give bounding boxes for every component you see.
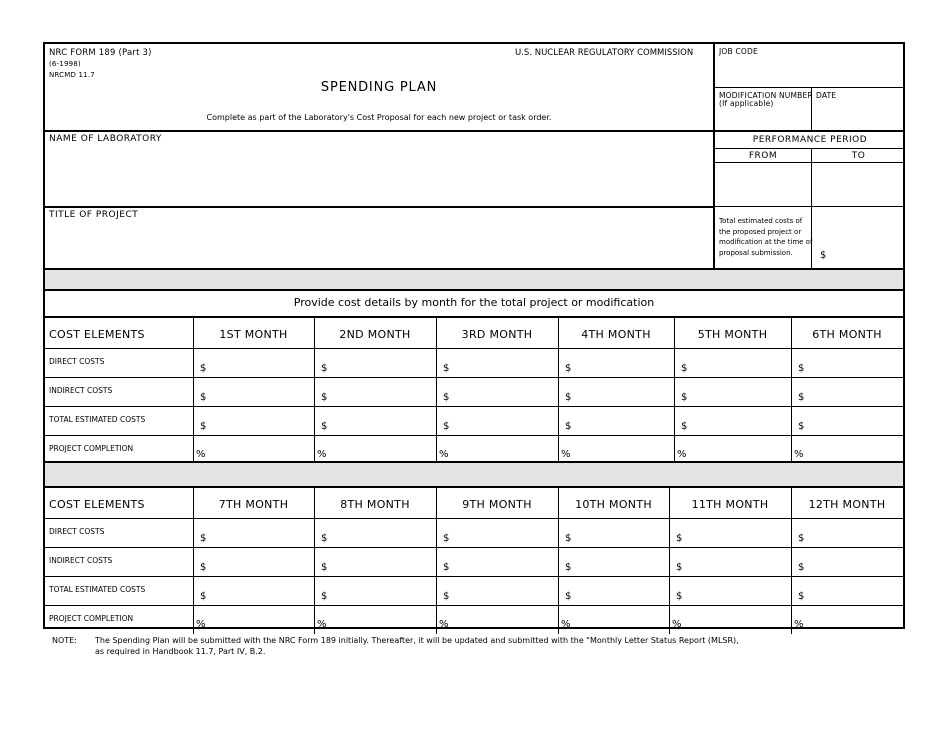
note-line-1: The Spending Plan will be submitted with the NRC Form 189 initially. Thereafter, it will be updated and submitted with the "Monthly Letter Status Report (MLSR),: [95, 636, 739, 645]
cost-input[interactable]: [805, 520, 899, 545]
spending-plan-form: [43, 42, 905, 629]
percent-sign: %: [317, 449, 327, 460]
cost-input[interactable]: [805, 549, 899, 574]
completion-input[interactable]: [328, 607, 432, 632]
table-column-rule: [791, 318, 792, 464]
cost-input[interactable]: [328, 549, 432, 574]
cost-input[interactable]: [207, 350, 310, 375]
dollar-sign: $: [200, 392, 207, 403]
section-rule: [45, 206, 713, 208]
section-rule: [45, 130, 903, 132]
table-column-rule: [558, 318, 559, 464]
dollar-sign: $: [443, 392, 450, 403]
percent-sign: %: [794, 619, 804, 630]
cost-input[interactable]: [207, 549, 310, 574]
dollar-sign: $: [443, 562, 450, 573]
percent-sign: %: [439, 619, 449, 630]
row-label: TOTAL ESTIMATED COSTS: [49, 585, 146, 594]
row-label: INDIRECT COSTS: [49, 386, 113, 395]
panel-rule: [715, 206, 905, 207]
job-code-field[interactable]: [715, 56, 905, 86]
cost-input[interactable]: [450, 549, 554, 574]
cost-input[interactable]: [328, 350, 432, 375]
table-column-rule: [314, 318, 315, 464]
month-header: 5TH MONTH: [697, 328, 768, 341]
percent-sign: %: [317, 619, 327, 630]
table-rule: [45, 377, 903, 378]
month-header: 8TH MONTH: [340, 498, 410, 511]
cost-input[interactable]: [805, 408, 899, 433]
row-label: PROJECT COMPLETION: [49, 444, 134, 453]
percent-sign: %: [561, 619, 571, 630]
completion-input[interactable]: [688, 437, 787, 462]
dollar-sign: $: [200, 562, 207, 573]
performance-period-label: PERFORMANCE PERIOD: [752, 135, 868, 145]
if-applicable-label: (If applicable): [719, 99, 774, 108]
cost-input[interactable]: [572, 549, 665, 574]
table-column-rule: [193, 318, 194, 464]
table-column-rule: [436, 318, 437, 464]
form-date: (6-1998): [49, 60, 81, 68]
cost-input[interactable]: [328, 408, 432, 433]
dollar-sign: $: [676, 562, 683, 573]
dollar-sign: $: [798, 562, 805, 573]
date-label: DATE: [816, 91, 837, 100]
month-header: 7TH MONTH: [218, 498, 289, 511]
modification-number-field[interactable]: [715, 106, 810, 129]
dollar-sign: $: [798, 533, 805, 544]
row-label: DIRECT COSTS: [49, 527, 105, 536]
to-label: TO: [851, 151, 866, 161]
table-rule: [45, 348, 903, 349]
table-rule: [45, 406, 903, 407]
cost-input[interactable]: [572, 408, 670, 433]
cost-input[interactable]: [805, 578, 899, 603]
dollar-sign: $: [565, 392, 572, 403]
dollar-sign: $: [565, 421, 572, 432]
percent-sign: %: [677, 449, 687, 460]
table-column-rule: [791, 488, 792, 634]
dollar-sign: $: [798, 421, 805, 432]
name-of-laboratory-label: NAME OF LABORATORY: [49, 134, 162, 144]
table-column-rule: [669, 488, 670, 634]
cost-input[interactable]: [450, 379, 554, 404]
table-rule: [45, 435, 903, 436]
dollar-sign: $: [321, 363, 328, 374]
total-estimated-note-line: the proposed project or: [719, 227, 802, 236]
title-of-project-field[interactable]: [47, 224, 711, 266]
completion-input[interactable]: [805, 607, 899, 632]
percent-sign: %: [196, 449, 206, 460]
name-of-laboratory-field[interactable]: [47, 148, 711, 204]
period-from-field[interactable]: [715, 163, 810, 205]
cost-input[interactable]: [328, 578, 432, 603]
month-header: 1ST MONTH: [219, 328, 288, 341]
panel-rule: [715, 148, 905, 149]
section-rule: [45, 289, 903, 291]
cost-input[interactable]: [683, 520, 787, 545]
percent-sign: %: [439, 449, 449, 460]
cost-input[interactable]: [207, 520, 310, 545]
total-estimated-note-line: proposal submission.: [719, 248, 793, 257]
dollar-sign: $: [681, 392, 688, 403]
cost-input[interactable]: [572, 578, 665, 603]
cost-input[interactable]: [683, 549, 787, 574]
month-header: 10TH MONTH: [575, 498, 652, 511]
cost-elements-label: COST ELEMENTS: [49, 498, 145, 511]
section-rule: [45, 316, 903, 318]
cost-input[interactable]: [688, 350, 787, 375]
modification-number-label: MODIFICATION NUMBER: [719, 91, 813, 100]
dollar-sign: $: [565, 533, 572, 544]
dollar-sign: $: [443, 591, 450, 602]
cost-input[interactable]: [688, 408, 787, 433]
total-estimated-note-line: Total estimated costs of: [719, 217, 803, 225]
month-header: 9TH MONTH: [462, 498, 532, 511]
agency-name: U.S. NUCLEAR REGULATORY COMMISSION: [515, 48, 694, 58]
completion-input[interactable]: [450, 607, 554, 632]
total-estimated-cost-field[interactable]: [829, 244, 903, 266]
period-to-field[interactable]: [812, 163, 905, 205]
row-label: DIRECT COSTS: [49, 357, 105, 366]
dollar-sign: $: [681, 363, 688, 374]
table-column-rule: [436, 488, 437, 634]
dollar-sign: $: [798, 392, 805, 403]
cost-input[interactable]: [572, 379, 670, 404]
month-header: 6TH MONTH: [812, 328, 882, 341]
month-header: 11TH MONTH: [691, 498, 769, 511]
form-instruction: Complete as part of the Laboratory's Cost Proposal for each new project or task order.: [206, 113, 552, 122]
cost-input[interactable]: [572, 350, 670, 375]
dollar-sign: $: [798, 363, 805, 374]
completion-input[interactable]: [328, 437, 432, 462]
table-rule: [45, 576, 903, 577]
dollar-sign: $: [676, 533, 683, 544]
dollar-sign: $: [200, 591, 207, 602]
date-field[interactable]: [812, 100, 905, 129]
cost-input[interactable]: [207, 408, 310, 433]
cost-input[interactable]: [450, 350, 554, 375]
dollar-sign: $: [200, 533, 207, 544]
percent-sign: %: [561, 449, 571, 460]
note-label: NOTE:: [52, 636, 77, 645]
total-estimated-note-line: modification at the time of: [719, 238, 813, 246]
month-header: 3RD MONTH: [461, 328, 533, 341]
cost-input[interactable]: [450, 408, 554, 433]
dollar-sign: $: [565, 591, 572, 602]
cost-elements-label: COST ELEMENTS: [49, 328, 145, 341]
header-rule: [715, 87, 905, 88]
cost-table-caption: Provide cost details by month for the total project or modification: [293, 296, 655, 309]
dollar-sign: $: [321, 392, 328, 403]
cost-input[interactable]: [683, 578, 787, 603]
dollar-sign: $: [321, 591, 328, 602]
cost-input[interactable]: [805, 350, 899, 375]
dollar-sign: $: [565, 562, 572, 573]
month-header: 12TH MONTH: [808, 498, 886, 511]
cost-input[interactable]: [207, 379, 310, 404]
cost-input[interactable]: [572, 520, 665, 545]
table-rule: [45, 547, 903, 548]
job-code-label: JOB CODE: [719, 47, 758, 56]
table-column-rule: [558, 488, 559, 634]
dollar-sign: $: [321, 533, 328, 544]
table-column-rule: [193, 488, 194, 634]
dollar-sign: $: [676, 591, 683, 602]
table-rule: [45, 518, 903, 519]
completion-input[interactable]: [572, 607, 665, 632]
completion-input[interactable]: [683, 607, 787, 632]
form-number: NRC FORM 189 (Part 3): [49, 48, 152, 58]
dollar-sign: $: [798, 591, 805, 602]
separator-band: [45, 463, 903, 486]
dollar-sign: $: [321, 562, 328, 573]
dollar-sign: $: [443, 421, 450, 432]
dollar-sign: $: [565, 363, 572, 374]
total-estimated-dollar: $: [820, 250, 827, 261]
cost-input[interactable]: [805, 379, 899, 404]
dollar-sign: $: [200, 421, 207, 432]
completion-input[interactable]: [572, 437, 670, 462]
table-column-rule: [314, 488, 315, 634]
row-label: PROJECT COMPLETION: [49, 614, 134, 623]
completion-input[interactable]: [207, 437, 310, 462]
percent-sign: %: [672, 619, 682, 630]
total-estimated-note: [719, 216, 812, 258]
table-rule: [45, 605, 903, 606]
dollar-sign: $: [200, 363, 207, 374]
month-header: 2ND MONTH: [339, 328, 411, 341]
percent-sign: %: [794, 449, 804, 460]
table-column-rule: [674, 318, 675, 464]
title-of-project-label: TITLE OF PROJECT: [49, 210, 139, 220]
completion-input[interactable]: [450, 437, 554, 462]
cost-input[interactable]: [328, 379, 432, 404]
cost-input[interactable]: [207, 578, 310, 603]
note-line-2: as required in Handbook 11.7, Part IV, B.2.: [95, 647, 266, 656]
cost-input[interactable]: [688, 379, 787, 404]
month-header: 4TH MONTH: [581, 328, 651, 341]
dollar-sign: $: [443, 533, 450, 544]
completion-input[interactable]: [805, 437, 899, 462]
row-label: INDIRECT COSTS: [49, 556, 113, 565]
dollar-sign: $: [443, 363, 450, 374]
cost-input[interactable]: [328, 520, 432, 545]
page-title: SPENDING PLAN: [320, 80, 438, 95]
dollar-sign: $: [321, 421, 328, 432]
nrcmd-reference: NRCMD 11.7: [49, 71, 95, 79]
completion-input[interactable]: [207, 607, 310, 632]
from-label: FROM: [748, 151, 778, 161]
row-label: TOTAL ESTIMATED COSTS: [49, 415, 146, 424]
cost-input[interactable]: [450, 578, 554, 603]
section-rule: [45, 486, 903, 488]
percent-sign: %: [196, 619, 206, 630]
separator-band: [45, 270, 903, 289]
dollar-sign: $: [681, 421, 688, 432]
cost-input[interactable]: [450, 520, 554, 545]
